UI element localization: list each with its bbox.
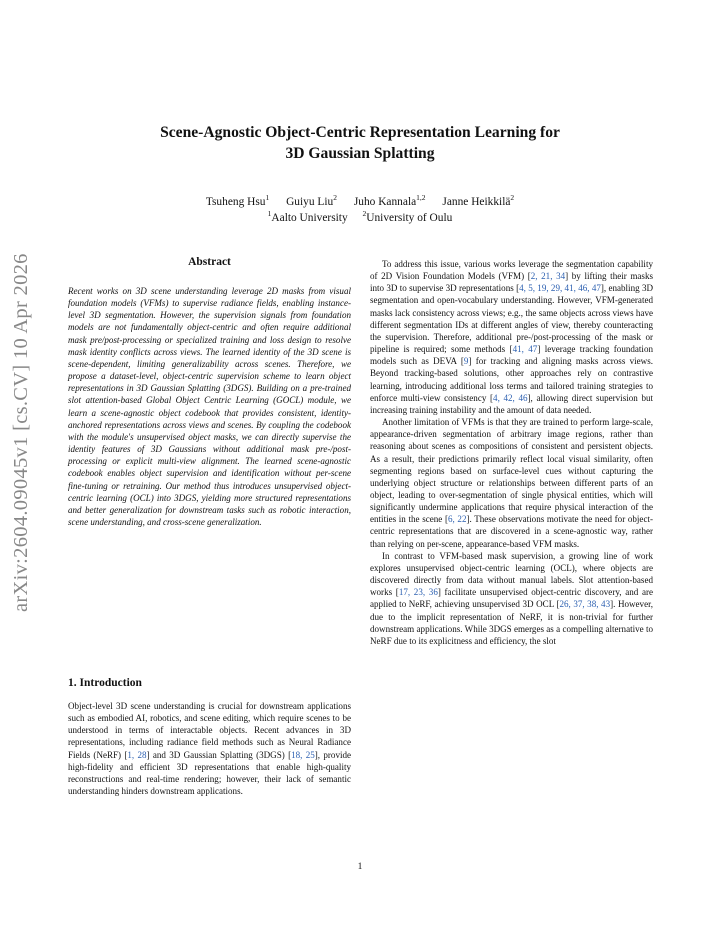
author-affiliation-mark: 1,2 xyxy=(416,193,426,202)
body-paragraph xyxy=(370,416,653,550)
citation-link[interactable]: 4, 42, 46 xyxy=(493,392,528,403)
abstract-heading: Abstract xyxy=(188,256,231,268)
paragraph-text: ]. These observations motivate the need for object-centric representations that are discovered in a scene-agnostic way, rather than relying on per-scene, appearance-based VFM masks. xyxy=(370,514,653,549)
title-line-2: 3D Gaussian Splatting xyxy=(285,145,435,162)
paragraph-text: ], allowing direct supervision but increasing training instability and the amount of data needed. xyxy=(370,392,653,415)
citation-link[interactable]: 41, 47 xyxy=(512,344,538,355)
paragraph-text: ] for tracking and aligning masks across views. Beyond tracking-based solutions, other approaches rely on contrastive learning, introducing additional loss terms and tailored training strategies to enforce multi-view consistency [ xyxy=(370,356,653,403)
paragraph-text: ] leverage tracking foundation models such as DEVA [ xyxy=(370,344,653,367)
citation-link[interactable]: 18, 25 xyxy=(291,749,315,760)
citation-link[interactable]: 4, 5, 19, 29, 41, 46, 47 xyxy=(519,283,601,294)
author-affiliation-mark: 2 xyxy=(510,193,515,202)
paragraph-text: Another limitation of VFMs is that they are trained to perform large-scale, appearance-driven segmentation of arbitrary image regions, rather than reasoning about scenes as compositions of consistent and persistent objects. As a result, their predictions primarily reflect local visual similarity, often segmenting regions based on surface-level cues without capturing the underlying object structure or relationships between different parts of an object, leading to over-segmentation of single physical entities, which will significantly undermine applications that require physical interaction of the entities in the scene [ xyxy=(370,417,653,525)
citation-link[interactable]: 1, 28 xyxy=(127,749,147,760)
intro-text: ] and 3D Gaussian Splatting (3DGS) [ xyxy=(146,749,292,760)
introduction-paragraph xyxy=(68,700,351,797)
page-number: 1 xyxy=(357,862,363,872)
paragraph-text: ] by lifting their masks into 3D to supervise 3D representations [ xyxy=(370,271,653,294)
right-column xyxy=(370,258,653,647)
citation-link[interactable]: 17, 23, 36 xyxy=(398,587,438,598)
paragraph-text: ]. However, due to the implicit representation of NeRF, it is non-trivial for further downstream applications. While 3DGS emerges as a compelling alternative to NeRF due to its explicitness and efficiency, the slot xyxy=(370,599,653,646)
author-affiliation-mark: 2 xyxy=(333,193,337,202)
citation-link[interactable]: 6, 22 xyxy=(447,514,467,525)
paragraph-text: To address this issue, various works leverage the segmentation capability of 2D Vision Foundation Models (VFM) [ xyxy=(370,259,653,282)
citation-link[interactable]: 2, 21, 34 xyxy=(530,271,566,282)
author-name: Guiyu Liu xyxy=(286,195,334,208)
affiliation-list xyxy=(60,206,660,226)
citation-link[interactable]: 26, 37, 38, 43 xyxy=(559,599,611,610)
affiliation xyxy=(267,209,348,224)
body-paragraph xyxy=(370,258,653,416)
author-affiliation-mark: 1 xyxy=(265,193,270,202)
abstract-body: Recent works on 3D scene understanding leverage 2D masks from visual foundation models (VFMs) to supervise radiance fields, enabling instance-level 3D segmentation. However, the supervision signals from foundation models are not fundamentally object-centric and often require additional mask pre/post-processing or specialized training and loss design to resolve mask identity conflicts across views. The learned identity of the 3D scene is scene-dependent, limiting generalizability across scenes. Therefore, we propose a dataset-level, object-centric supervision scheme to learn object representations in 3D Gaussian Splatting (3DGS). Building on a pre-trained slot attention-based Global Object Centric Learning (GOCL) module, we learn a scene-agnostic object codebook that provides consistent, identity-anchored representations across views and scenes. By coupling the codebook with the module's unsupervised object masks, we can directly supervise the identity features of 3D Gaussians without additional mask pre-/post-processing or explicit multi-view alignment. The learned scene-agnostic codebook enables object supervision and identification without per-scene fine-tuning or retraining. Our method thus introduces unsupervised object-centric learning (OCL) into 3DGS, yielding more structured representations and better generalization for downstream tasks such as robotic interaction, scene understanding, and cross-scene generalization. xyxy=(68,286,351,527)
author-name: Juho Kannala xyxy=(353,195,417,208)
paragraph-text: In contrast to VFM-based mask supervision, a growing line of work explores unsupervised object-centric learning (OCL), where objects are discovered directly from data without manual labels. Slot attention-based works [ xyxy=(370,550,653,598)
author-name: Tsuheng Hsu xyxy=(205,195,266,208)
intro-text: Object-level 3D scene understanding is crucial for downstream applications such as embodied AI, robotics, and scene editing, which require scenes to be understood in terms of interactable objects. Recent advances in 3D representations, including radiance field methods such as Neural Radiance Fields (NeRF) [ xyxy=(68,701,351,760)
arxiv-identifier[interactable]: arXiv:2604.09045v1 [cs.CV] 10 Apr 2026 xyxy=(10,253,32,612)
affiliation-name: Aalto University xyxy=(271,211,348,224)
affiliation xyxy=(362,209,453,224)
title-line-1: Scene-Agnostic Object-Centric Representation Learning for xyxy=(160,124,560,141)
affiliation-name: University of Oulu xyxy=(366,211,453,224)
paragraph-text: ], enabling 3D segmentation and open-vocabulary understanding. However, VFM-generated masks lack consistency across views; e.g., the same objects across views have different segmentation IDs at different angles of view, thereby counteracting the supervision. Therefore, additional pre-/post-processing of the mask or pipeline is required; some methods [ xyxy=(370,283,653,355)
intro-text: ], provide high-fidelity and efficient 3D representations that enable high-quality reconstructions and real-time rendering; however, their lack of semantic understanding hinders downstream applications. xyxy=(68,749,352,797)
paragraph-text: ] facilitate unsupervised object-centric discovery, and are applied to NeRF, achieving unsupervised 3D OCL [ xyxy=(370,587,653,610)
section-heading-introduction: 1. Introduction xyxy=(68,677,142,689)
affiliation-number: 2 xyxy=(362,209,367,218)
affiliation-number: 1 xyxy=(267,209,272,218)
author-name: Janne Heikkilä xyxy=(442,195,511,208)
citation-link[interactable]: 9 xyxy=(463,356,469,367)
paper-title xyxy=(60,122,660,164)
body-paragraph xyxy=(370,550,653,647)
